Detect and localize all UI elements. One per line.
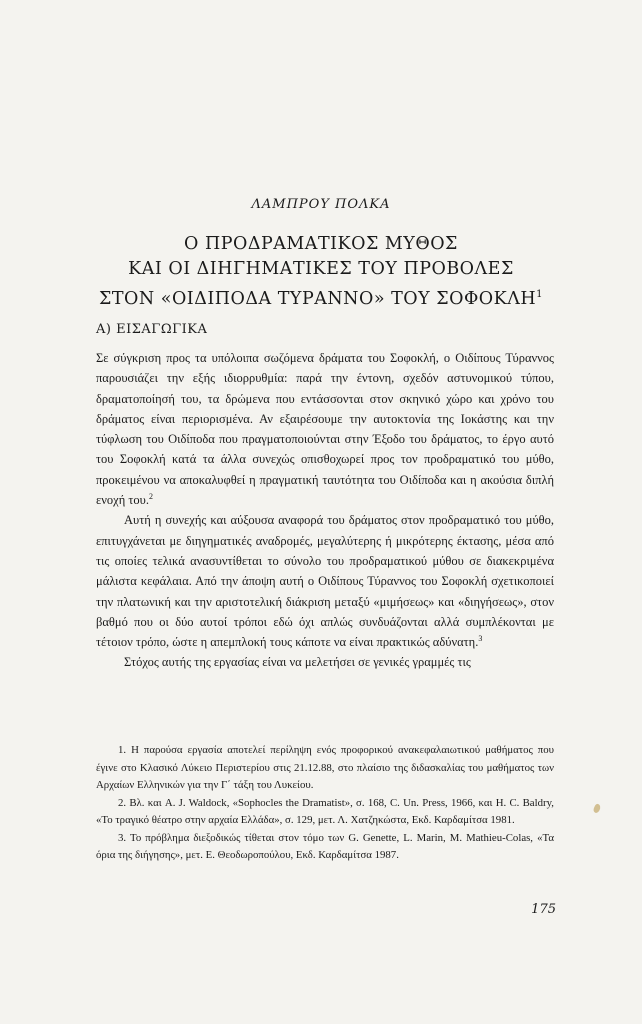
paragraph-2-text: Αυτή η συνεχής και αύξουσα αναφορά του δράματος στον προδραματικό του μύθο, επιτυγχάνεται με διηγηματικές αναδρομές, μεγαλύτερης ή μικρότερης έκτασης, μέσα από τις οποίες τελικά ανασυντίθεται το σύνολο του προδραματικού μύθου σε διακεκριμένα μάλιστα κεφάλαια. Από την άποψη αυτή ο Οιδίπους Τύραννος του Σοφοκλή σχετικοποιεί την πλατωνική και την αριστοτελική διάκριση μεταξύ «μιμήσεως» και «διηγήσεως», στον βαθμό που οι δύο αυτοί τρόποι εδώ όχι απλώς συνδυάζονται αλλά συμπλέκονται με τέτοιον τρόπο, ώστε η απεμπλοκή τους κάποτε να είναι πρακτικώς αδύνατη.	[96, 513, 554, 650]
paragraph-3: Στόχος αυτής της εργασίας είναι να μελετήσει σε γενικές γραμμές τις	[124, 655, 471, 670]
title-line-1: Ο ΠΡΟΔΡΑΜΑΤΙΚΟΣ ΜΥΘΟΣ	[184, 234, 458, 254]
title-footnote-ref: 1	[536, 289, 543, 300]
body-text	[96, 348, 554, 673]
author-name: ΛΑΜΠΡΟΥ ΠΟΛΚΑ	[251, 197, 391, 212]
footnote-ref-2: 2	[148, 491, 153, 501]
paragraph-1-text: Σε σύγκριση προς τα υπόλοιπα σωζόμενα δράματα του Σοφοκλή, ο Οιδίπους Τύραννος παρουσιάζει την εξής ιδιορρυθμία: παρά την έντονη, σχεδόν αστυνομικού τύπου, δραματοποίησή του, τα δρώμενα που εντάσσονται στον σκηνικό χώρο και χρόνο του δράματος είναι περιορισμένα. Αν εξαιρέσουμε την αυτοκτονία της Ιοκάστης και την τύφλωση του Οιδίποδα που πραγματοποιούνται στην Έξοδο του δράματος, το έργο αυτό του Σοφοκλή κατά τα άλλα συνεχώς οπισθοχωρεί προς τον προδραματικό του μύθο, προκειμένου να αποκαλυφθεί η πραγματική ταυτότητα του Οιδίποδα και η ακούσια διπλή ενοχή του.	[96, 351, 554, 508]
title-line-2: ΚΑΙ ΟΙ ΔΙΗΓΗΜΑΤΙΚΕΣ ΤΟΥ ΠΡΟΒΟΛΕΣ	[128, 259, 514, 279]
title-line-3	[0, 282, 642, 312]
footnote-ref-3: 3	[478, 634, 483, 643]
paragraph-2	[96, 510, 554, 652]
footnote-1: 1. Η παρούσα εργασία αποτελεί περίληψη ενός προφορικού ανακεφαλαιωτικού μαθήματος που έγινε στο Κλασικό Λύκειο Περιστερίου στις 21.12.88, στο πλαίσιο της διδασκαλίας του μαθήματος των Αρχαίων Ελληνικών για την Γ΄ τάξη του Λυκείου.	[96, 744, 554, 791]
page-number: 175	[531, 902, 556, 917]
paragraph-1	[96, 348, 554, 510]
paper-stain	[592, 803, 601, 814]
article-title	[0, 232, 642, 312]
footnote-3: 3. Το πρόβλημα διεξοδικώς τίθεται στον τόμο των G. Genette, L. Marin, M. Mathieu-Colas, «Τα όρια της διήγησης», μετ. Ε. Θεοδωροπούλου, Εκδ. Καρδαμίτσα 1987.	[96, 831, 554, 861]
section-heading: Α) ΕΙΣΑΓΩΓΙΚΑ	[96, 322, 208, 337]
footnotes	[96, 742, 554, 865]
footnote-2: 2. Βλ. και A. J. Waldock, «Sophocles the Dramatist», σ. 168, C. Un. Press, 1966, και H. C. Baldry, «Το τραγικό θέατρο στην αρχαία Ελλάδα», σ. 129, μετ. Λ. Χατζηκώστα, Εκδ. Καρδαμίτσα 1981.	[96, 796, 554, 826]
title-line-3-text: ΣΤΟΝ «ΟΙΔΙΠΟΔΑ ΤΥΡΑΝΝΟ» ΤΟΥ ΣΟΦΟΚΛΗ	[98, 288, 537, 309]
